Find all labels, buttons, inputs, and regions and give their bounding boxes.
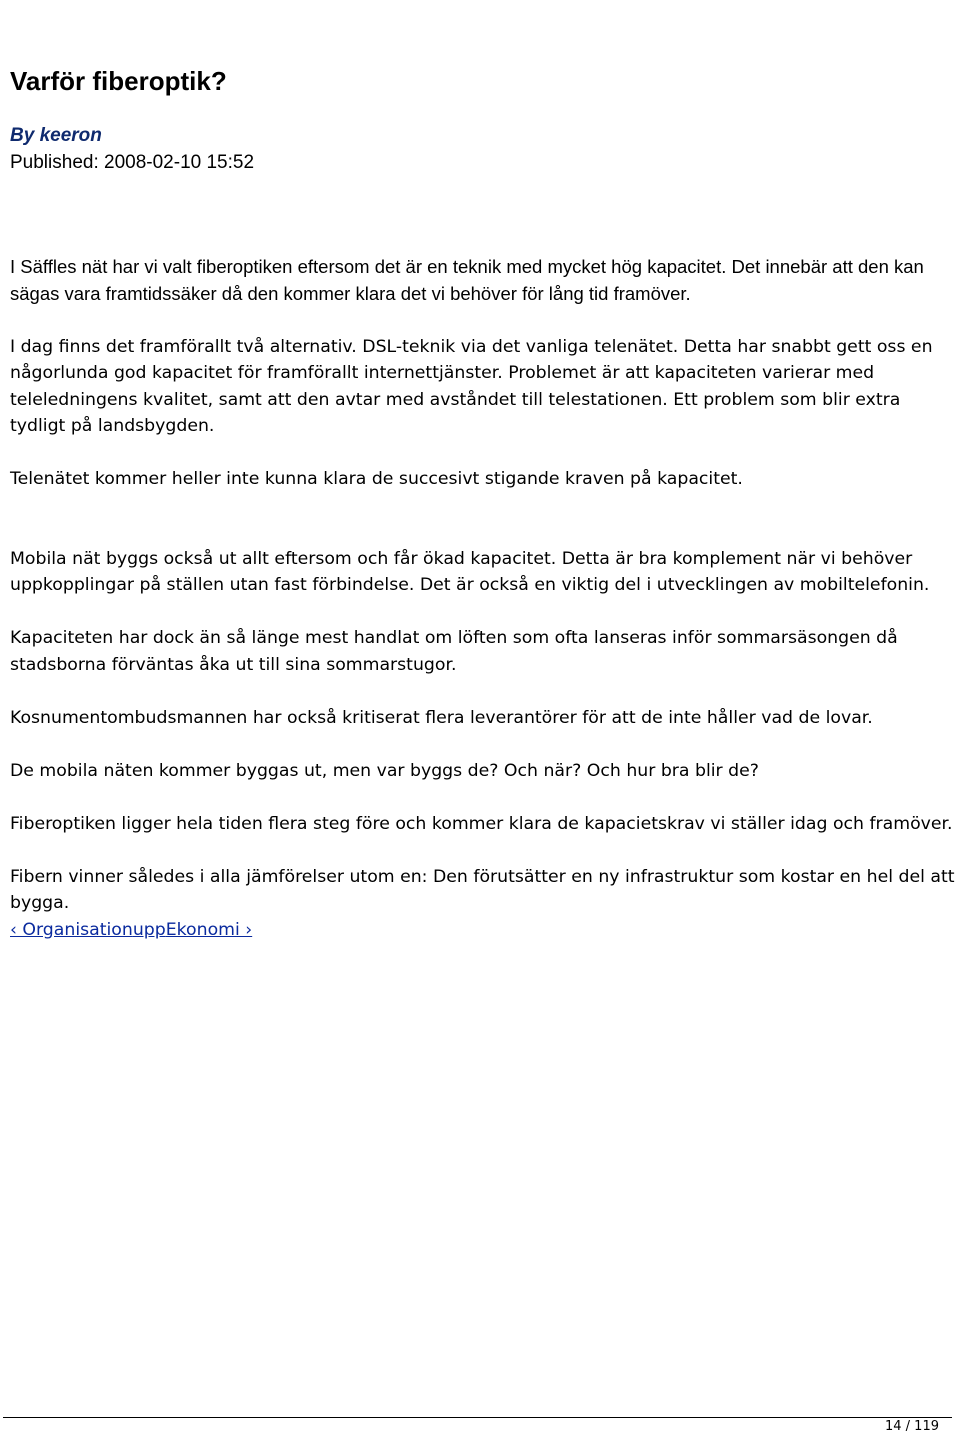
paragraph-1: I Säffles nät har vi valt fiberoptiken eftersom det är en teknik med mycket hög kapacitet. Det innebär att den kan sägas vara framtidssäker då den kommer klara det vi behöver för lång tid framöver.: [10, 256, 924, 304]
next-page-link[interactable]: Ekonomi ›: [165, 919, 253, 940]
page-number: 14 / 119: [885, 1419, 939, 1434]
paragraph-5: Kapaciteten har dock än så länge mest handlat om löften som ofta lanseras inför sommarsäsongen då stadsborna förväntas åka ut till sina sommarstugor.: [10, 628, 898, 675]
up-link[interactable]: upp: [132, 919, 166, 940]
article-body: [10, 254, 955, 943]
book-navigation: [10, 917, 955, 944]
paragraph-8: Fiberoptiken ligger hela tiden flera steg före och kommer klara de kapacietskrav vi ställer idag och framöver.: [10, 813, 953, 834]
article-title: Varför fiberoptik?: [10, 66, 227, 96]
published-date: Published: 2008-02-10 15:52: [10, 152, 255, 173]
paragraph-2: I dag finns det framförallt två alternativ. DSL-teknik via det vanliga telenätet. Detta har snabbt gett oss en någorlunda god kapacitet för framförallt internettjänster. Problemet är att kapaciteten varierar med teleledningens kvalitet, samt att den avtar med avståndet till telestationen. Ett problem som blir extra tydligt på landsbygden.: [10, 336, 933, 436]
paragraph-6: Kosnumentombudsmannen har också kritiserat flera leverantörer för att de inte håller vad de lovar.: [10, 707, 873, 728]
author-line: By keeron: [10, 125, 102, 146]
paragraph-7: De mobila näten kommer byggas ut, men var byggs de? Och när? Och hur bra blir de?: [10, 760, 759, 781]
paragraph-4: Mobila nät byggs också ut allt eftersom och får ökad kapacitet. Detta är bra komplement när vi behöver uppkopplingar på ställen utan fast förbindelse. Det är också en viktig del i utvecklingen av mobiltelefonin.: [10, 548, 930, 595]
paragraph-3: Telenätet kommer heller inte kunna klara de succesivt stigande kraven på kapacitet.: [10, 469, 743, 489]
footer-divider: [3, 1417, 952, 1418]
prev-page-link[interactable]: ‹ Organisation: [10, 919, 133, 940]
article-meta: [10, 122, 254, 176]
paragraph-9: Fibern vinner således i alla jämförelser utom en: Den förutsätter en ny infrastruktur som kostar en hel del att bygga.: [10, 866, 955, 913]
